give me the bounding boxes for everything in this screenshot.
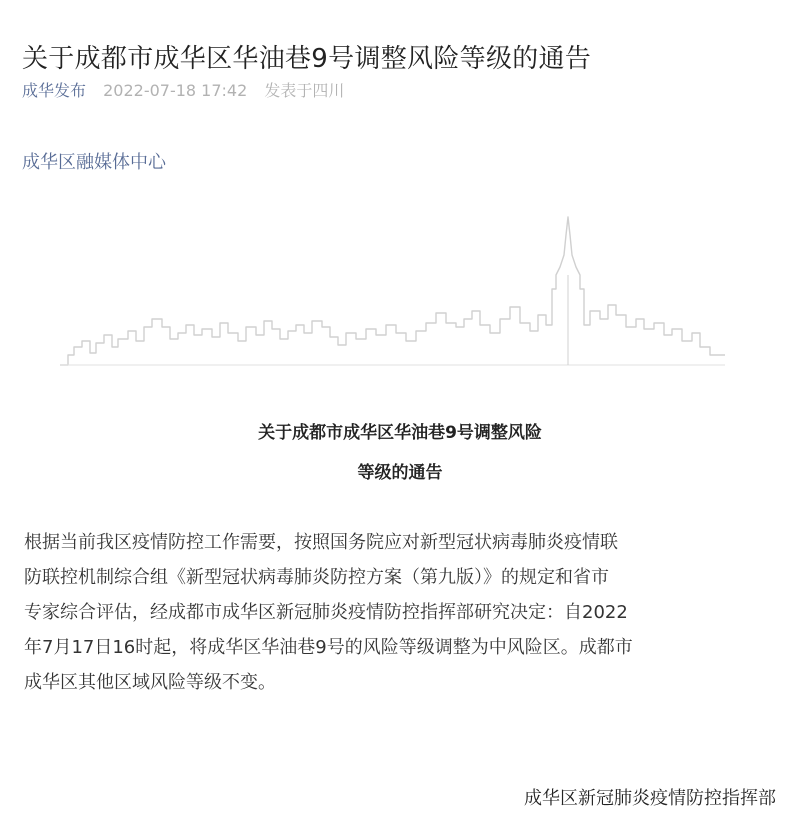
publish-datetime: 2022-07-18 17:42 <box>103 81 248 100</box>
media-center-label: 成华区融媒体中心 <box>22 152 166 173</box>
notice-body-line: 成华区其他区域风险等级不变。 <box>24 672 276 693</box>
source-account-link[interactable]: 成华发布 <box>22 81 87 100</box>
signature-fade-overlay <box>440 783 500 817</box>
notice-body-line: 根据当前我区疫情防控工作需要，按照国务院应对新型冠状病毒肺炎疫情联 <box>24 532 618 553</box>
notice-body-line: 防联控机制综合组《新型冠状病毒肺炎防控方案（第九版）》的规定和省市 <box>24 567 609 588</box>
notice-body-line: 年7月17日16时起，将成华区华油巷9号的风险等级调整为中风险区。成都市 <box>24 637 633 658</box>
article-title: 关于成都市成华区华油巷9号调整风险等级的通告 <box>22 44 592 75</box>
notice-heading-line-2: 等级的通告 <box>357 463 443 483</box>
city-skyline-illustration <box>60 215 725 370</box>
notice-heading-line-1: 关于成都市成华区华油巷9号调整风险 <box>258 423 542 443</box>
notice-body-line: 专家综合评估，经成都市成华区新冠肺炎疫情防控指挥部研究决定：自2022 <box>24 602 628 623</box>
notice-body <box>24 525 784 700</box>
article-meta <box>22 80 344 102</box>
notice-signature: 成华区新冠肺炎疫情防控指挥部 <box>524 788 776 809</box>
publish-location: 发表于四川 <box>264 81 345 100</box>
